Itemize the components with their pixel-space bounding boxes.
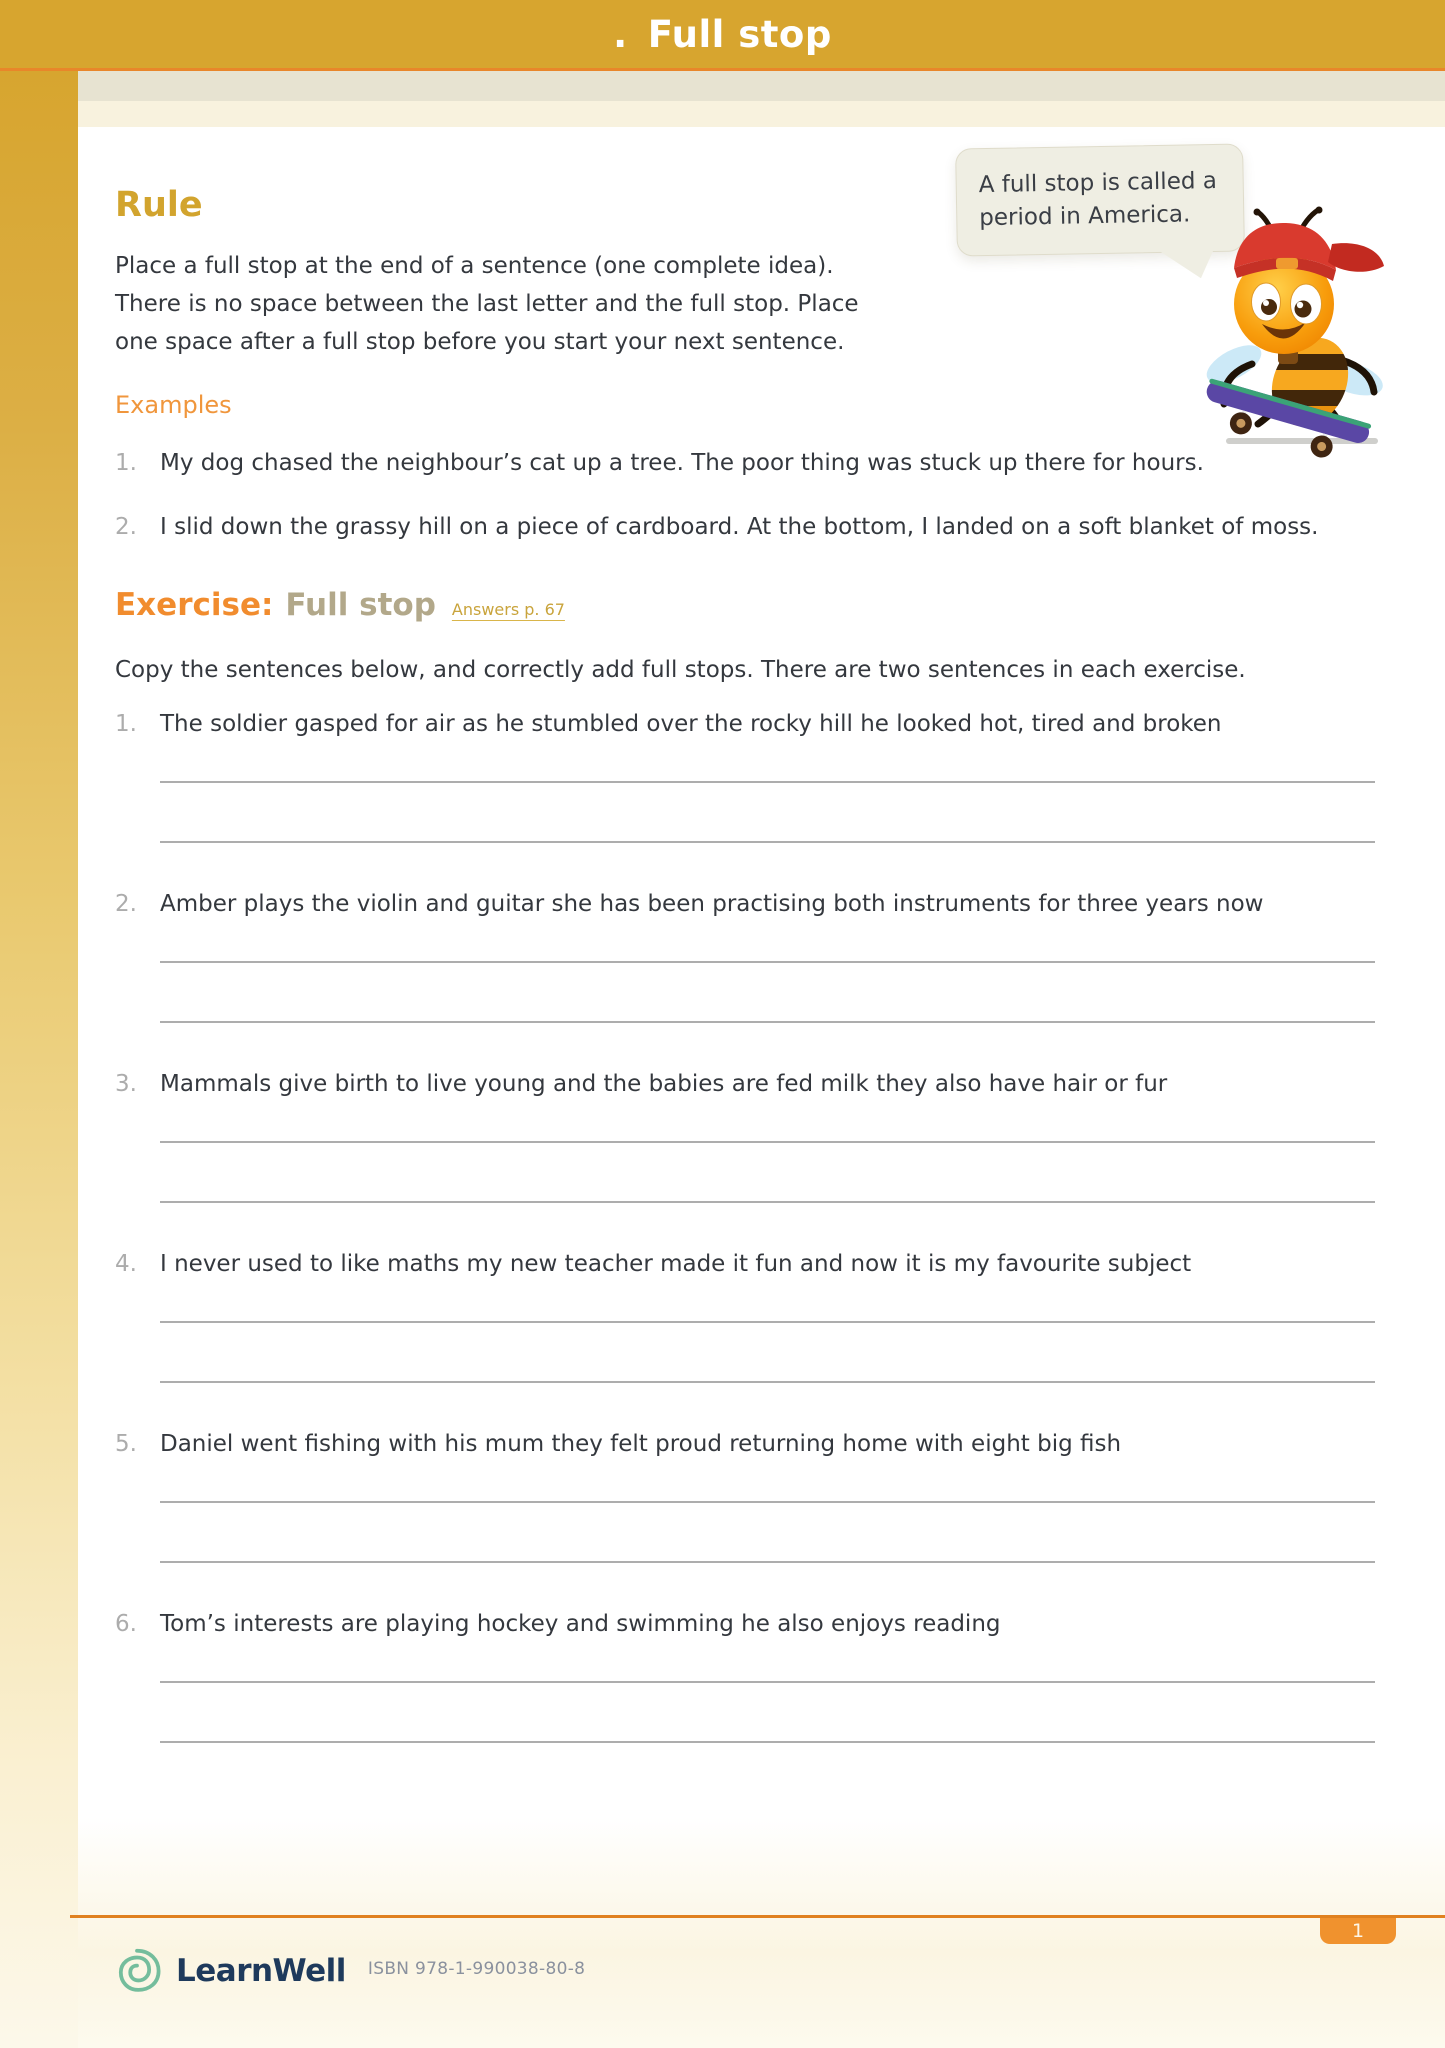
exercise-sentence-row: [115, 889, 1445, 919]
exercise-sentence-row: [115, 1249, 1445, 1279]
exercise-sentence-row: [115, 1609, 1445, 1639]
exercise-sentence-row: [115, 1429, 1445, 1459]
list-number: 2.: [115, 514, 137, 540]
koru-spiral-icon: [110, 1944, 164, 1998]
exercise-item: [115, 709, 1445, 843]
example-text: I slid down the grassy hill on a piece of cardboard. At the bottom, I landed on a soft blanket of moss.: [160, 514, 1319, 540]
exercise-item: [115, 1429, 1445, 1563]
answer-line: [160, 961, 1375, 963]
exercise-item: [115, 889, 1445, 1023]
list-number: 1.: [115, 450, 137, 476]
beige-strip: [78, 71, 1445, 101]
page-title-text: Full stop: [647, 12, 832, 56]
answer-line: [160, 1201, 1375, 1203]
answer-line: [160, 841, 1375, 843]
exercise-sentence: Mammals give birth to live young and the babies are fed milk they also have hair or fur: [160, 1071, 1168, 1097]
list-number: 5.: [115, 1431, 137, 1457]
skateboarding-bee-icon: [1182, 206, 1400, 450]
exercise-item: [115, 1609, 1445, 1743]
list-number: 3.: [115, 1071, 137, 1097]
answer-line: [160, 1561, 1375, 1563]
answer-line: [160, 1741, 1375, 1743]
exercise-instruction: Copy the sentences below, and correctly add full stops. There are two sentences in each exercise.: [115, 657, 1246, 683]
isbn-text: ISBN 978-1-990038-80-8: [367, 1959, 586, 1979]
answers-page-link[interactable]: Answers p. 67: [451, 600, 565, 619]
rule-line: one space after a full stop before you start your next sentence.: [115, 329, 845, 355]
page-title: [613, 13, 832, 56]
footer-divider: [70, 1915, 1445, 1918]
speech-bubble-text: A full stop is called a period in America.: [978, 167, 1218, 232]
examples-heading: Examples: [115, 391, 232, 419]
exercise-topic: Full stop: [285, 587, 436, 623]
exercise-heading: [115, 587, 1445, 623]
exercise-item: [115, 1069, 1445, 1203]
answer-line: [160, 1681, 1375, 1683]
exercise-sentence: Daniel went fishing with his mum they felt proud returning home with eight big fish: [160, 1431, 1122, 1457]
cream-strip: [78, 101, 1445, 127]
exercise-sentence-row: [115, 1069, 1445, 1099]
brand-name: LearnWell: [176, 1953, 346, 1989]
exercise-sentence: Tom’s interests are playing hockey and swimming he also enjoys reading: [160, 1611, 1001, 1637]
answer-line: [160, 781, 1375, 783]
example-item: [115, 507, 1445, 547]
list-number: 6.: [115, 1611, 137, 1637]
exercise-item: [115, 1249, 1445, 1383]
rule-heading: Rule: [115, 185, 203, 225]
exercise-sentence: The soldier gasped for air as he stumbled over the rocky hill he looked hot, tired and broken: [160, 711, 1222, 737]
page-footer: [110, 1944, 585, 1998]
answer-line: [160, 1141, 1375, 1143]
example-text: My dog chased the neighbour’s cat up a tree. The poor thing was stuck up there for hours.: [160, 450, 1204, 476]
exercise-sentence: I never used to like maths my new teacher made it fun and now it is my favourite subject: [160, 1251, 1192, 1277]
exercise-label: Exercise:: [115, 587, 274, 623]
page-header: [0, 0, 1445, 71]
answer-line: [160, 1381, 1375, 1383]
exercise-sentence-row: [115, 709, 1445, 739]
answer-line: [160, 1021, 1375, 1023]
rule-line: There is no space between the last letter and the full stop. Place: [115, 291, 859, 317]
list-number: 2.: [115, 891, 137, 917]
rule-line: Place a full stop at the end of a sentence (one complete idea).: [115, 253, 834, 279]
answer-line: [160, 1501, 1375, 1503]
list-number: 4.: [115, 1251, 137, 1277]
answer-line: [160, 1321, 1375, 1323]
full-stop-glyph: .: [613, 12, 628, 56]
page-number-tab: 1: [1320, 1918, 1396, 1944]
list-number: 1.: [115, 711, 137, 737]
exercise-sentence: Amber plays the violin and guitar she has been practising both instruments for three years now: [160, 891, 1264, 917]
left-accent-band: [0, 71, 78, 2048]
